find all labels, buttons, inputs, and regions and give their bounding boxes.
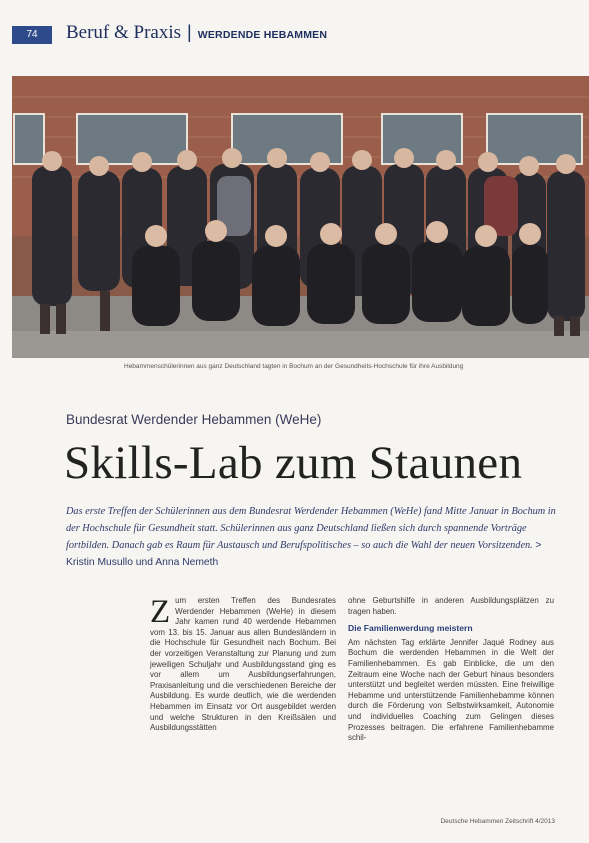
page-footer: Deutsche Hebammen Zeitschrift 4/2013 [440,818,555,825]
drop-cap: Z [150,594,171,630]
article-lead [66,503,566,571]
column-2-intro-text: ohne Geburtshilfe in anderen Ausbildungsplätzen zu tragen haben. [348,596,554,616]
subsection-title: WERDENDE HEBAMMEN [197,29,328,41]
article-title: Skills-Lab zum Staunen [64,437,523,489]
header-separator: | [187,22,192,42]
body-column-2 [348,596,554,744]
group-photo [12,76,589,358]
article-kicker: Bundesrat Werdender Hebammen (WeHe) [66,412,322,427]
body-column-1 [150,596,336,734]
lead-text: Das erste Treffen der Schülerinnen aus dem Bundesrat Werdender Hebammen (WeHe) fand Mitte Januar in Bochum in der Hochschule für Gesundheit statt. Schülerinnen aus ganz Deutschland ließen sich durch spannende Vorträge fortbilden. Danach gab es Raum für Austausch und Berufspolitisches – so auch die Wahl der neuen Vorsitzenden. [66,506,556,551]
article-authors: > Kristin Musullo und Anna Nemeth [66,540,542,568]
page-number: 74 [12,26,52,44]
running-header [66,22,327,44]
column-2-text: Am nächsten Tag erklärte Jennifer Jaqué Rodney aus Bochum die werdenden Hebammen in die Welt der Familienhebammen. Es gab Einblicke, die um den Zeitraum eine Woche nach der Geburt hinaus besonders unterstützt und begleitet werden müssten. Eine freiwillige Hebamme und unterstützende Familienhebamme können durch die Förderung von Selbstwirksamkeit, Autonomie und individuelles Coaching zum Gelingen dieses Prozesses beitragen. Die erfahrene Familienhebamme schil- [348,637,554,743]
group-photo-illustration [12,76,589,358]
column-1-text: um ersten Treffen des Bundesrates Werdender Hebammen (WeHe) in diesem Jahr kamen rund 40 werdende Hebammen vom 13. bis 15. Januar aus allen Bundesländern in die Hochschule für Gesundheit nach Bochum. Bei der vorzeitigen Veranstaltung zur Planung und zum jeweiligen Schuljahr und Ausbildungsstand ging es vor allem um Ausbildungserfahrungen, Praxisanleitung und die verschiedenen Bereiche der Ausbildung. Es wurde deutlich, wie die werdenden Hebammen im Einsatz vor Ort ausgebildet werden und welche Strukturen in den Kreißsälen und Ausbildungsstätten [150,596,336,733]
photo-caption: Hebammenschülerinnen aus ganz Deutschland tagten in Bochum an der Gesundheits-Hochschule für ihre Ausbildung [124,363,464,370]
section-heading: Die Familienwerdung meistern [348,623,473,634]
section-title: Beruf & Praxis [66,22,182,43]
